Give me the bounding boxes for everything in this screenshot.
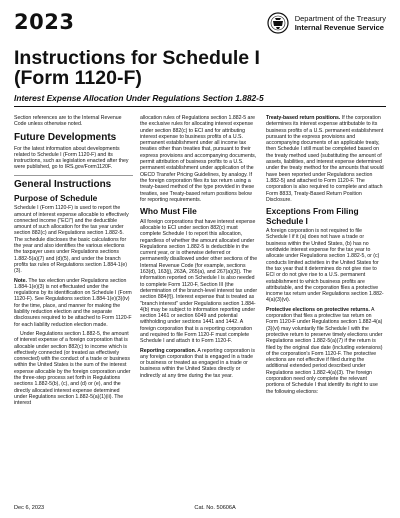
title-line-2: (Form 1120-F) [14,67,142,89]
note-paragraph [14,278,133,328]
header-bar [14,10,386,48]
page-footer [14,505,386,511]
treaty-text: If the corporation determines its interest expense attributable to its business profits of a U.S. permanent establishment pursuant to the express provisions and accompanying documents of an applicable treaty, then Schedule I still must be completed based on the treaty method used (substituting the amount of assets, liabilities, and interest expense determined under the treaty method for the amounts that would have been reported under Regulations section 1.882-5) and attached to Form 1120-F. The corporation is also required to complete and attach Form 8833, Treaty-Based Return Position Disclosure. [266,115,384,203]
purpose-text: Schedule I (Form 1120-F) is used to report the amount of interest expense allocable to effectively connected income ("ECI") and the deductible amount of such allocation for the tax year under section 882(c) and Regulations section 1.882-5. The schedule discloses the basic calculations for the year and also identifies the various elections the taxpayer uses under Regulations sections 1.882-5(a)(7) and (d)(5), and under the branch profits tax rules of Regulations section 1.884-1(e)(3). [14,205,129,275]
note-text: The tax election under Regulations section 1.884-1(e)(3) is not effectuated under the regulations by its identification on Schedule I (Form 1120-F). See Regulations section 1.884-1(e)(3)(iv) for the time, place, and manner for making the liability reduction election and the separate disclosures required to be attached to Form 1120-F for each liability reduction election made. [14,277,132,328]
tax-year: 2023 [14,10,75,34]
reporting-corporation-lead: Reporting corporation. [140,347,197,354]
under-regulations-text: Under Regulations section 1.882-5, the amount of interest expense of a foreign corporation that is allocable under section 882(c) to income which is effectively connected (or treated as effectively connected) with the conduct of a trade or business within the United States is the sum of the interest expense allocable by the foreign corporation under the three-step process set forth in Regulations sections 1.882-5(b), (c), and (d) or (e), and the directly allocated interest expense determined under Regulations section 1.882-5(a)(1)(ii). The interest [14,330,131,407]
treaty-paragraph [266,115,385,203]
protective-elections-lead: Protective elections on protective returns. [266,306,370,313]
heading-future-developments: Future Developments [14,131,117,143]
column-3 [266,115,385,409]
future-developments-text: For the latest information about developments related to Schedule I (Form 1120-F) and its instructions, such as legislation enacted after they were published, go to IRS.gov/Form1120F. [14,145,129,171]
column-1 [14,115,133,409]
allocation-rules-text: allocation rules of Regulations section 1.882-5 are the exclusive rules for allocating interest expense under section 882(c) to ECI and for attributing interest expense to business profits of a U.S. permanent establishment under all income tax treaties other than treaties that, pursuant to their express provisions and accompanying documents, permit attribution of business profits to a U.S. permanent establishment under application of the OECD Transfer Pricing Guidelines, by analogy. If the foreign corporation files its tax return using a treaty-based method of the type provided in these treaties, see Treaty-based return positions below for reporting requirements. [140,115,257,203]
page-title [14,48,386,88]
exceptions-text: A foreign corporation is not required to file Schedule I if it (a) does not have a trade or business within the United States, (b) has no worldwide interest expense for the tax year to allocate under Regulations section 1.882-5, or (c) conducts limited activities in the United States for the tax year that it determines do not give rise to ECI or do not give rise to a U.S. permanent establishment to which business profits are attributable, and the corporation files a protective income tax return under Regulations section 1.882-4(a)(3)(vi). [266,228,384,304]
heading-who-must-file: Who Must File [140,206,197,217]
title-line-1: Instructions for Schedule I [14,47,260,69]
agency-block [267,12,386,34]
protective-elections-paragraph [266,307,385,395]
page-subtitle: Interest Expense Allocation Under Regulations Section 1.882-5 [14,93,386,107]
reporting-corporation-paragraph [140,348,259,379]
footer-cat-number: Cat. No. 50606A [194,505,236,511]
protective-elections-text: A corporation that files a protective tax return on Form 1120-F under Regulations section 1.882-4(a)(3)(vi) may voluntarily file Schedule I with the protective return to preserve timely elections under Regulations section 1.882-5(a)(7) if the return is filed by the original due date (including extensions) of the corporation's Form 1120-F. The protective elections are not effective if filed during the additional extended period described under Regulations section 1.882-4(a)(3). The foreign corporation need only complete the relevant portions of Schedule I that identify its right to use the following elections: [266,306,383,395]
heading-general-instructions: General Instructions [14,175,133,190]
body-columns [14,115,386,409]
treasury-seal-icon [267,12,289,34]
intro-note: Section references are to the Internal Revenue Code unless otherwise noted. [14,115,122,128]
reporting-corporation-text: A reporting corporation is any foreign corporation that is engaged in a trade or business or treated as engaged in a trade or business within the United States directly or indirectly at any time during the tax year. [140,347,256,379]
note-lead: Note. [14,277,27,284]
heading-purpose: Purpose of Schedule [14,192,98,203]
who-must-file-text: All foreign corporations that have interest expense allocable to ECI under section 882(c) must complete Schedule I to report this allocation, regardless of whether the amount allocated under Regulations section 1.882-5 is deductible in the current year, or is otherwise deferred or permanently disallowed under other sections of the Internal Revenue Code (for example, sections 163(d), 163(j), 263A, 265(a), and 267(a)(3)). The information reported on Schedule I is also needed to complete Form 1120-F, Section III (the determination of the branch-level interest tax under section 884(f)). Interest expense that is treated as "branch interest" under Regulations section 1.884-4(b) may be subject to information reporting under section 1461 or section 6049 and potential withholding under sections 1441 and 1442. A foreign corporation that is a reporting corporation and required to file Form 1120-F must complete Schedule I and attach it to Form 1120-F. [140,218,258,345]
footer-date: Dec 6, 2023 [14,505,45,511]
heading-exceptions: Exceptions From Filing Schedule I [266,206,359,226]
agency-department: Department of the Treasury [294,14,386,23]
column-2 [140,115,259,409]
agency-irs: Internal Revenue Service [294,23,384,32]
treaty-lead: Treaty-based return positions. [266,115,341,121]
